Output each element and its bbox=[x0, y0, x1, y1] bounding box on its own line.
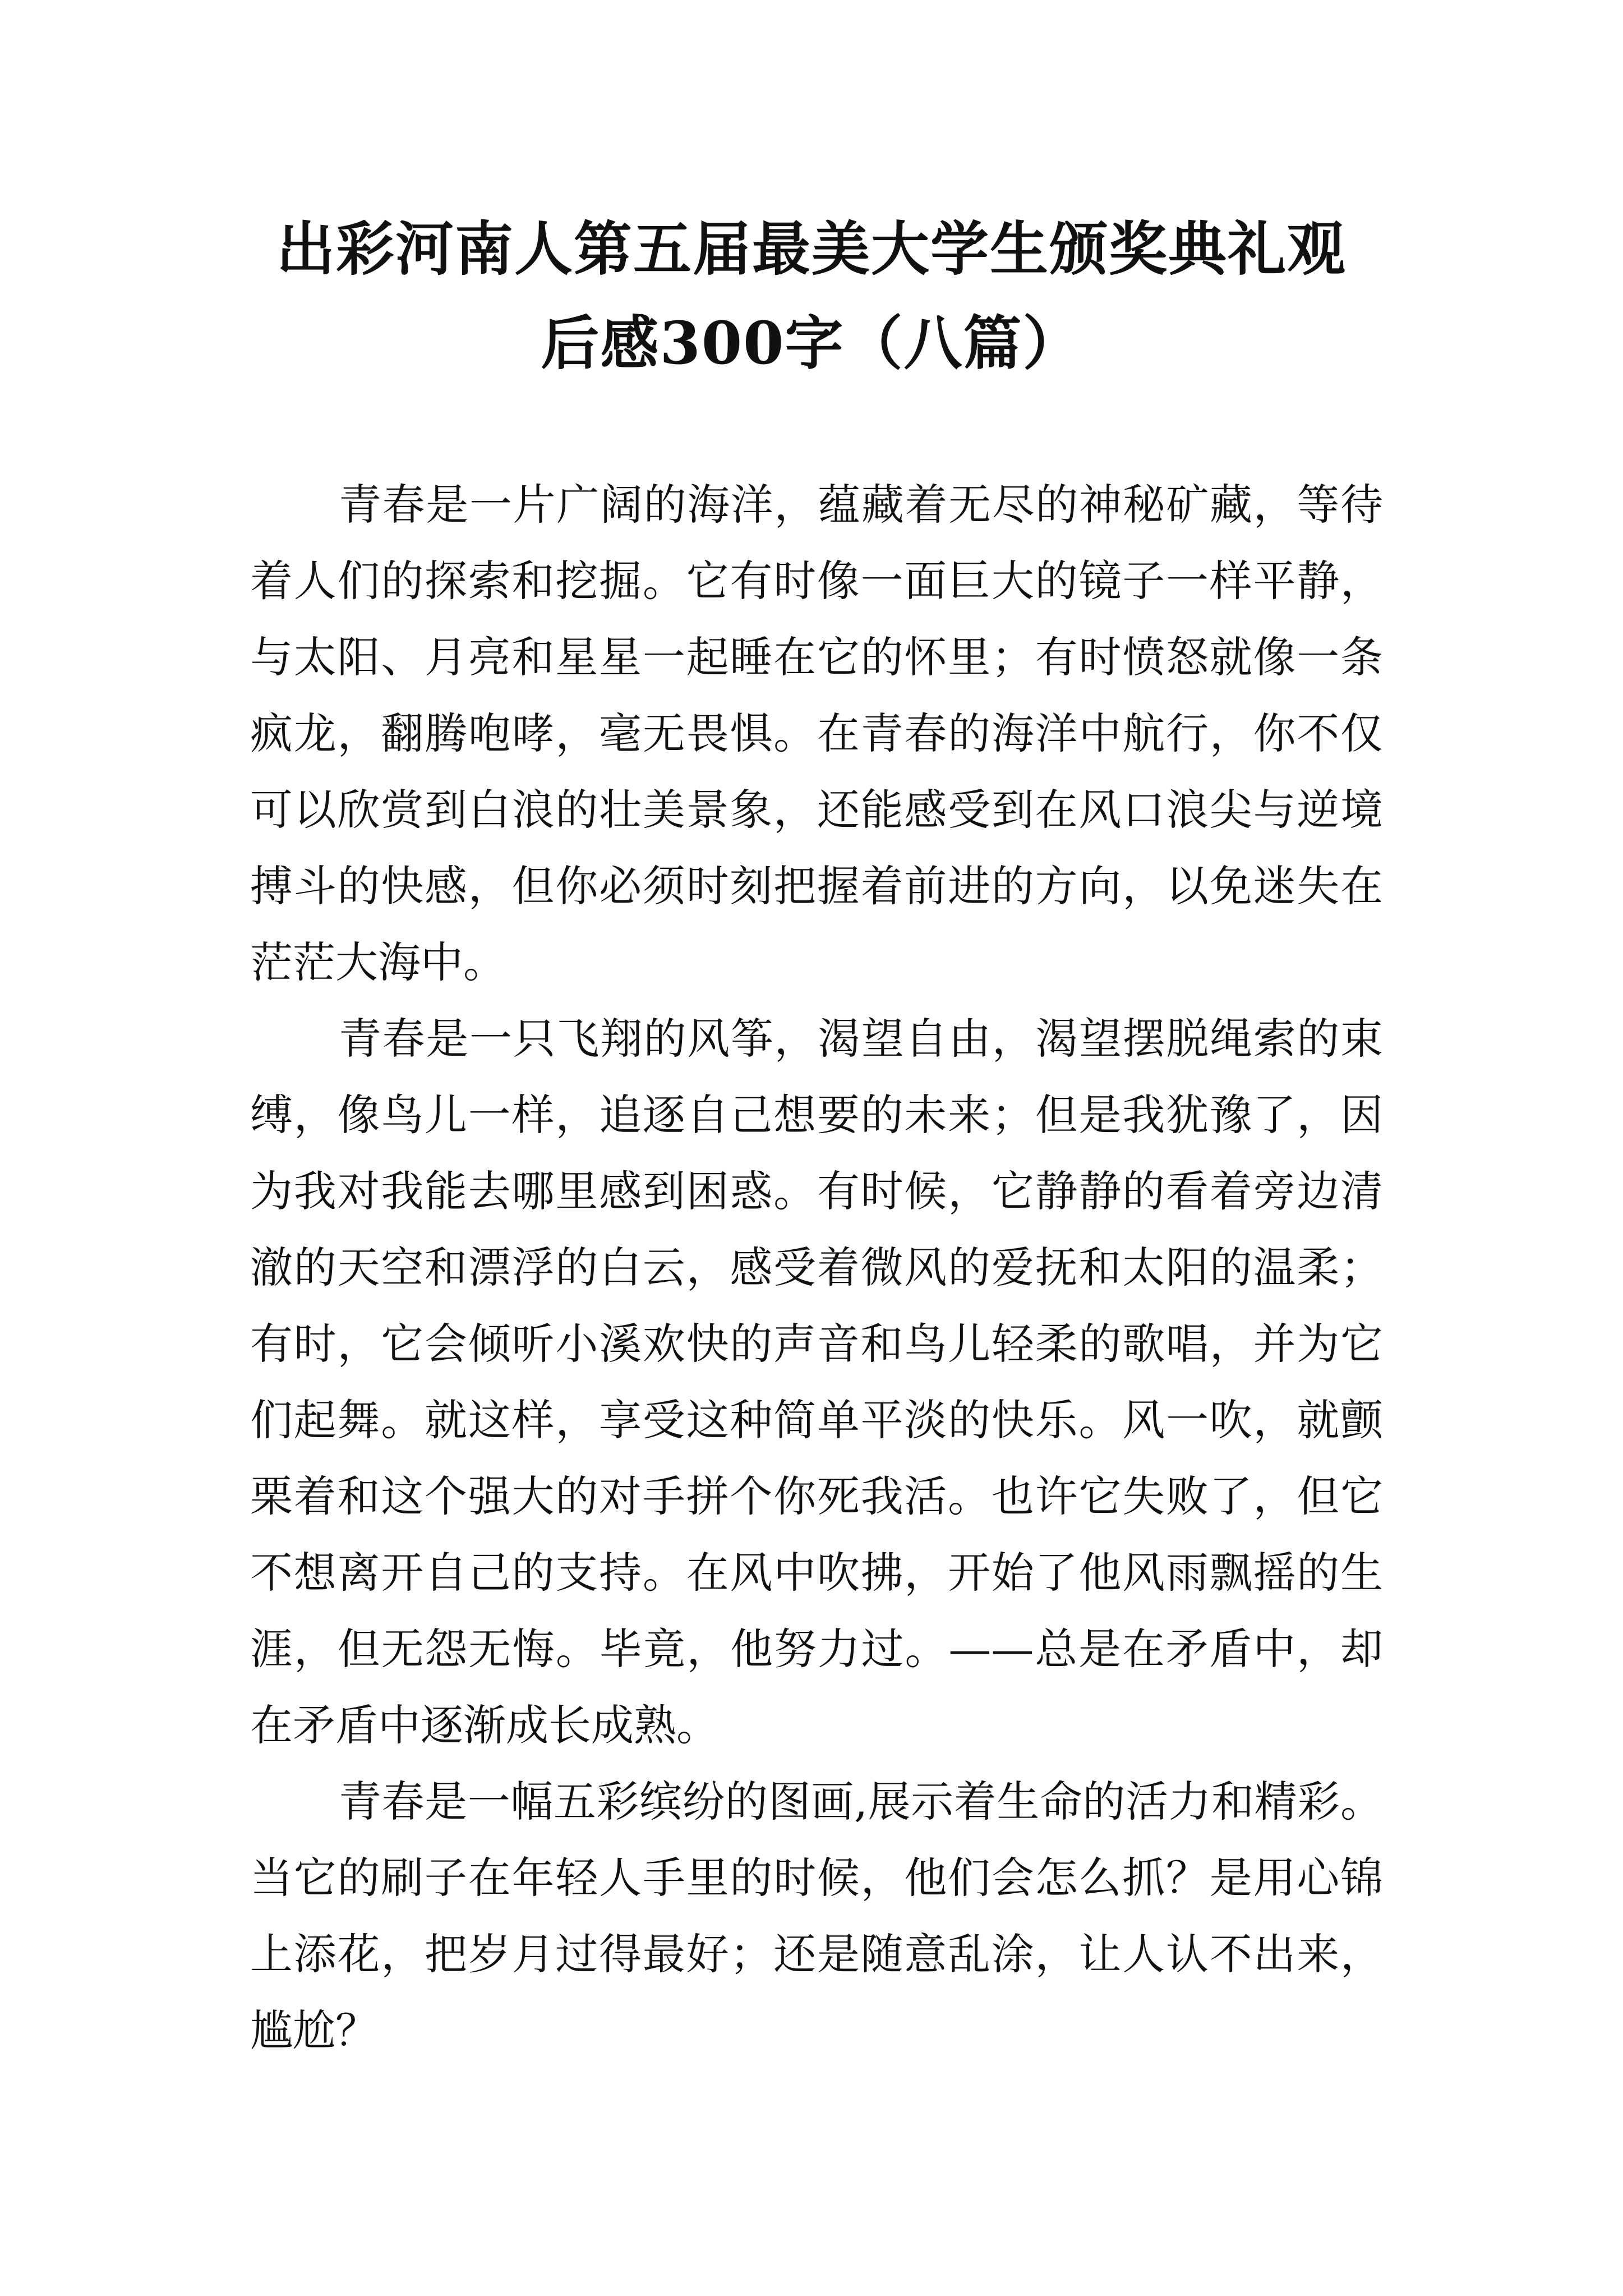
text-line: 当它的刷子在年轻人手里的时候，他们会怎么抓？是用心锦 bbox=[250, 1853, 1383, 1903]
title-line-2: 后感300字（八篇） bbox=[541, 309, 1082, 378]
text-line: 尴尬？ bbox=[250, 2005, 378, 2055]
text-line: 着人们的探索和挖掘。它有时像一面巨大的镜子一样平静， bbox=[250, 556, 1383, 606]
text-line: 可以欣赏到白浪的壮美景象，还能感受到在风口浪尖与逆境 bbox=[250, 785, 1383, 835]
document-title bbox=[213, 202, 1410, 390]
text-line: 青春是一幅五彩缤纷的图画,展示着生命的活力和精彩。 bbox=[339, 1777, 1383, 1826]
text-line: 茫茫大海中。 bbox=[250, 937, 506, 987]
text-line: 青春是一片广阔的海洋，蕴藏着无尽的神秘矿藏，等待 bbox=[339, 480, 1383, 530]
text-line: 搏斗的快感，但你必须时刻把握着前进的方向，以免迷失在 bbox=[250, 861, 1383, 911]
text-line: 上添花，把岁月过得最好；还是随意乱涂，让人认不出来， bbox=[250, 1929, 1383, 1979]
text-line: 与太阳、月亮和星星一起睡在它的怀里；有时愤怒就像一条 bbox=[250, 632, 1383, 682]
text-line: 不想离开自己的支持。在风中吹拂，开始了他风雨飘摇的生 bbox=[250, 1548, 1383, 1598]
text-line: 缚，像鸟儿一样，追逐自己想要的未来；但是我犹豫了，因 bbox=[250, 1090, 1383, 1140]
text-line: 涯，但无怨无悔。毕竟，他努力过。——总是在矛盾中，却 bbox=[250, 1624, 1383, 1674]
paragraph-2 bbox=[250, 1001, 1383, 1764]
document-body bbox=[250, 467, 1383, 2069]
text-line: 疯龙，翻腾咆哮，毫无畏惧。在青春的海洋中航行，你不仅 bbox=[250, 708, 1383, 758]
text-line: 在矛盾中逐渐成长成熟。 bbox=[250, 1700, 719, 1750]
paragraph-1 bbox=[250, 467, 1383, 1001]
text-line: 们起舞。就这样，享受这种简单平淡的快乐。风一吹，就颤 bbox=[250, 1395, 1383, 1445]
text-line: 青春是一只飞翔的风筝，渴望自由，渴望摆脱绳索的束 bbox=[339, 1014, 1383, 1064]
text-line: 有时，它会倾听小溪欢快的声音和鸟儿轻柔的歌唱，并为它 bbox=[250, 1319, 1383, 1369]
text-line: 为我对我能去哪里感到困惑。有时候，它静静的看着旁边清 bbox=[250, 1166, 1383, 1216]
title-line-1: 出彩河南人第五届最美大学生颁奖典礼观 bbox=[276, 214, 1347, 283]
paragraph-3 bbox=[250, 1764, 1383, 2069]
text-line: 栗着和这个强大的对手拼个你死我活。也许它失败了，但它 bbox=[250, 1471, 1383, 1521]
text-line: 澈的天空和漂浮的白云，感受着微风的爱抚和太阳的温柔； bbox=[250, 1243, 1383, 1292]
